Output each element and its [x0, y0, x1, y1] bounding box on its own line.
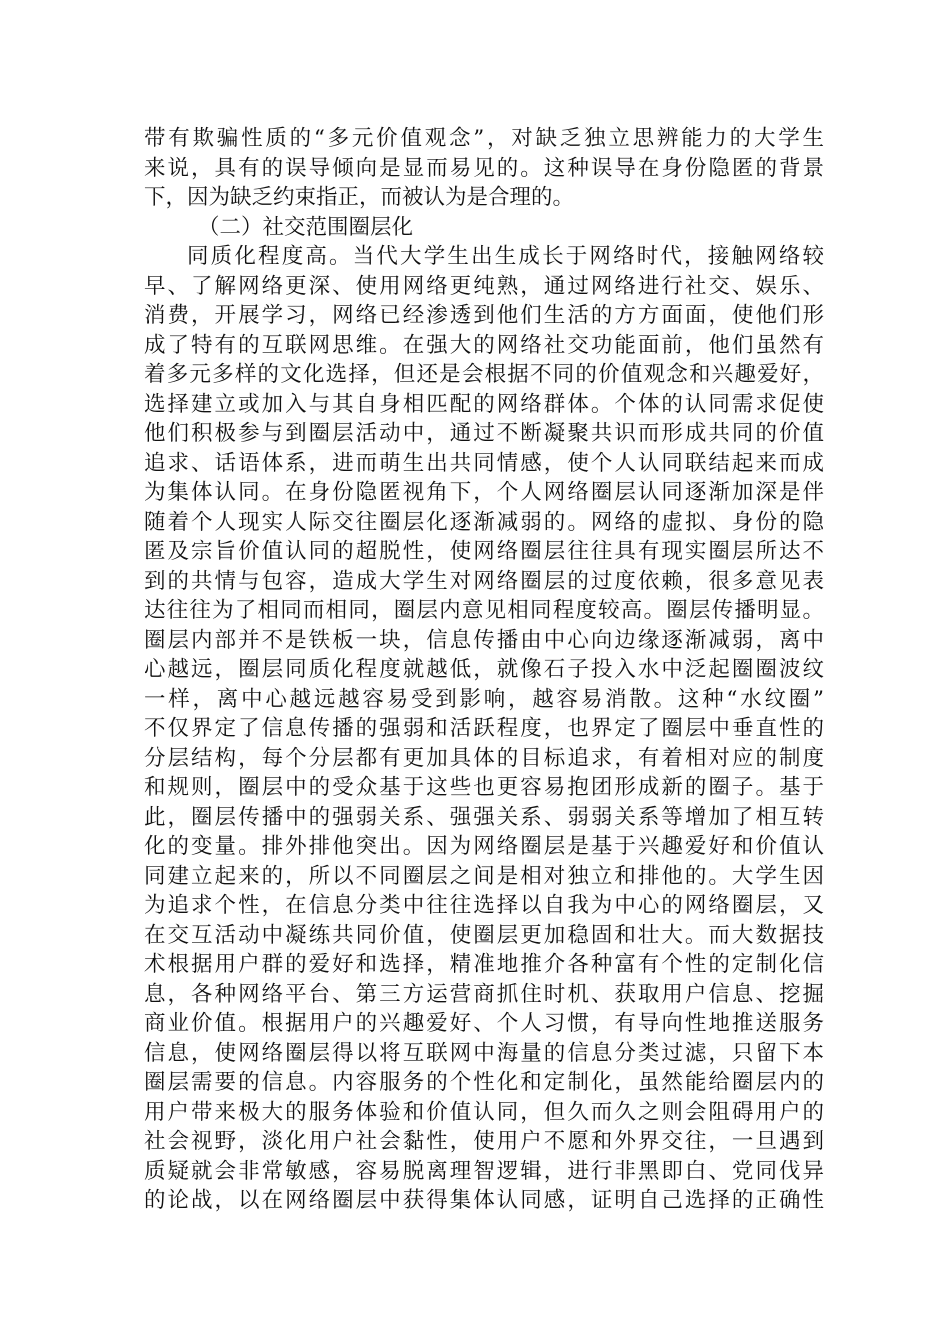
paragraph-line: 为集体认同。在身份隐匿视角下，个人网络圈层认同逐渐加深是伴: [144, 480, 824, 505]
paragraph-line: 随着个人现实人际交往圈层化逐渐减弱的。网络的虚拟、身份的隐: [144, 509, 824, 535]
paragraph-line: 达往往为了相同而相同，圈层内意见相同程度较高。圈层传播明显。: [144, 598, 824, 623]
paragraph-line: 同建立起来的，所以不同圈层之间是相对独立和排他的。大学生因: [144, 863, 824, 889]
paragraph-line: 和规则，圈层中的受众基于这些也更容易抱团形成新的圈子。基于: [144, 775, 824, 800]
paragraph-line: 不仅界定了信息传播的强弱和活跃程度，也界定了圈层中垂直性的: [144, 716, 824, 741]
paragraph-line: 成了特有的互联网思维。在强大的网络社交功能面前，他们虽然有: [144, 332, 824, 358]
paragraph-line: 在交互活动中凝练共同价值，使圈层更加稳固和壮大。而大数据技: [144, 922, 824, 948]
paragraph-line: 心越远，圈层同质化程度就越低，就像石子投入水中泛起圈圈波纹: [144, 657, 824, 682]
paragraph-line: 质疑就会非常敏感，容易脱离理智逻辑，进行非黑即白、党同伐异: [144, 1158, 824, 1184]
paragraph-line: 来说，具有的误导倾向是显而易见的。这种误导在身份隐匿的背景: [144, 155, 824, 181]
paragraph-line: 消费，开展学习，网络已经渗透到他们生活的方方面面，使他们形: [144, 303, 824, 328]
paragraph-line: 信息，使网络圈层得以将互联网中海量的信息分类过滤，只留下本: [144, 1040, 824, 1066]
paragraph-line: 社会视野，淡化用户社会黏性，使用户不愿和外界交往，一旦遇到: [144, 1129, 824, 1154]
paragraph-line: 同质化程度高。当代大学生出生成长于网络时代，接触网络较: [187, 244, 824, 269]
paragraph-line: 追求、话语体系，进而萌生出共同情感，使个人认同联结起来而成: [144, 450, 824, 476]
paragraph-line: 息，各种网络平台、第三方运营商抓住时机、获取用户信息、挖掘: [144, 981, 824, 1007]
paragraph-line: 匿及宗旨价值认同的超脱性，使网络圈层往往具有现实圈层所达不: [144, 539, 824, 564]
paragraph-line: 圈层内部并不是铁板一块，信息传播由中心向边缘逐渐减弱，离中: [144, 627, 824, 653]
document-page: [144, 124, 824, 1216]
paragraph-line: 选择建立或加入与其自身相匹配的网络群体。个体的认同需求促使: [144, 391, 824, 417]
paragraph-line: 用户带来极大的服务体验和价值认同，但久而久之则会阻碍用户的: [144, 1099, 824, 1125]
paragraph-line: 一样，离中心越远越容易受到影响，越容易消散。这种“水纹圈”: [144, 686, 824, 712]
paragraph-line: 早、了解网络更深、使用网络更纯熟，通过网络进行社交、娱乐、: [144, 273, 824, 299]
paragraph-line: 圈层需要的信息。内容服务的个性化和定制化，虽然能给圈层内的: [144, 1070, 824, 1095]
paragraph-line: 分层结构，每个分层都有更加具体的目标追求，有着相对应的制度: [144, 745, 824, 771]
paragraph-line: 带有欺骗性质的“多元价值观念”，对缺乏独立思辨能力的大学生: [144, 126, 824, 151]
paragraph-line: 到的共情与包容，造成大学生对网络圈层的过度依赖，很多意见表: [144, 568, 824, 594]
paragraph-line: 下，因为缺乏约束指正，而被认为是合理的。: [144, 185, 575, 210]
paragraph-line: 的论战，以在网络圈层中获得集体认同感，证明自己选择的正确性: [144, 1188, 824, 1213]
paragraph-line: 着多元多样的文化选择，但还是会根据不同的价值观念和兴趣爱好，: [144, 362, 824, 387]
paragraph-line: 此，圈层传播中的强弱关系、强强关系、弱弱关系等增加了相互转: [144, 804, 824, 830]
paragraph-line: 为追求个性，在信息分类中往往选择以自我为中心的网络圈层，又: [144, 893, 824, 918]
paragraph-line: 商业价值。根据用户的兴趣爱好、个人习惯，有导向性地推送服务: [144, 1011, 824, 1036]
paragraph-line: 化的变量。排外排他突出。因为网络圈层是基于兴趣爱好和价值认: [144, 834, 824, 859]
section-heading: （二）社交范围圈层化: [198, 214, 414, 240]
paragraph-line: 他们积极参与到圈层活动中，通过不断凝聚共识而形成共同的价值: [144, 421, 824, 446]
paragraph-line: 术根据用户群的爱好和选择，精准地推介各种富有个性的定制化信: [144, 952, 824, 977]
